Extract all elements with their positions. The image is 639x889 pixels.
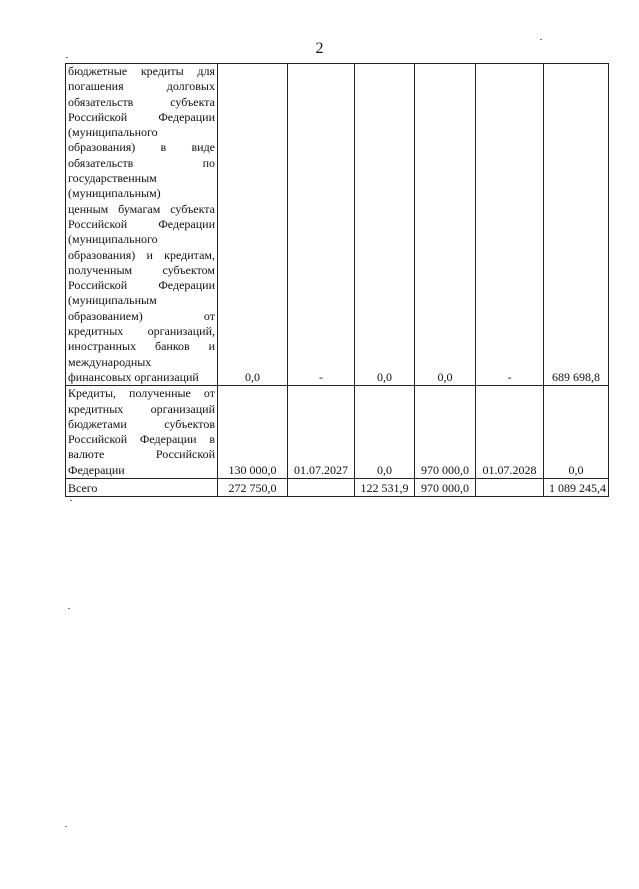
value-cell: 01.07.2027 — [288, 386, 355, 479]
row-label-line: Российской Федерации — [68, 109, 215, 124]
row-label-line: Всего — [68, 480, 98, 495]
value-cell: 272 750,0 — [218, 479, 288, 497]
row-label-line: (муниципальным) — [68, 186, 161, 201]
row-label-line: Кредиты, полученные от — [68, 386, 215, 401]
row-label-line: обязательств субъекта — [68, 94, 215, 109]
value-cell: 1 089 245,4 — [544, 479, 609, 497]
row-label-line: Российской Федерации — [68, 216, 215, 231]
value-cell: 970 000,0 — [415, 479, 476, 497]
row-label-line: бюджетами субъектов — [68, 416, 215, 431]
row-label-line: (муниципального — [68, 232, 158, 247]
row-label-line: образования) в виде — [68, 140, 215, 155]
value-cell: 0,0 — [544, 386, 609, 479]
value-cell: 0,0 — [218, 64, 288, 386]
row-label-line: Федерации — [68, 462, 125, 477]
value-cell — [288, 479, 355, 497]
value-cell: 122 531,9 — [355, 479, 415, 497]
row-label-line: финансовых организаций — [68, 369, 199, 384]
row-label-line: кредитных организаций, — [68, 324, 215, 339]
scan-speck — [65, 826, 67, 827]
row-label-line: ценным бумагам субъекта — [68, 201, 215, 216]
row-label-line: Российской Федерации — [68, 278, 215, 293]
value-cell: 130 000,0 — [218, 386, 288, 479]
row-label-cell — [66, 479, 218, 497]
row-label-line: образованием) от — [68, 308, 215, 323]
row-label-line: кредитных организаций — [68, 401, 215, 416]
row-label-cell — [66, 386, 218, 479]
value-cell: 0,0 — [415, 64, 476, 386]
table-row — [66, 386, 609, 479]
row-label-cell — [66, 64, 218, 386]
value-cell: 0,0 — [355, 386, 415, 479]
value-cell: 01.07.2028 — [476, 386, 544, 479]
scan-speck — [66, 57, 68, 58]
scan-speck — [68, 608, 70, 609]
scan-speck — [70, 500, 72, 501]
row-label-line: иностранных банков и — [68, 339, 215, 354]
row-label-line: полученным субъектом — [68, 262, 215, 277]
value-cell: 0,0 — [355, 64, 415, 386]
row-label-line: валюте Российской — [68, 447, 215, 462]
row-label-line: погашения долговых — [68, 79, 215, 94]
page-number: 2 — [315, 40, 324, 57]
value-cell: 689 698,8 — [544, 64, 609, 386]
row-label-line: образования) и кредитам, — [68, 247, 215, 262]
row-label-line: Российской Федерации в — [68, 432, 215, 447]
row-label-line: бюджетные кредиты для — [68, 64, 215, 78]
row-label-line: государственным — [68, 171, 157, 186]
row-label-line: международных — [68, 354, 152, 369]
table-row — [66, 479, 609, 497]
table-row — [66, 64, 609, 386]
value-cell: 970 000,0 — [415, 386, 476, 479]
scan-speck — [540, 39, 542, 40]
row-label-line: (муниципального — [68, 125, 158, 140]
row-label-line: (муниципальным — [68, 293, 157, 308]
value-cell — [476, 479, 544, 497]
value-cell: - — [476, 64, 544, 386]
value-cell: - — [288, 64, 355, 386]
credits-table — [65, 63, 609, 497]
row-label-line: обязательств по — [68, 155, 215, 170]
